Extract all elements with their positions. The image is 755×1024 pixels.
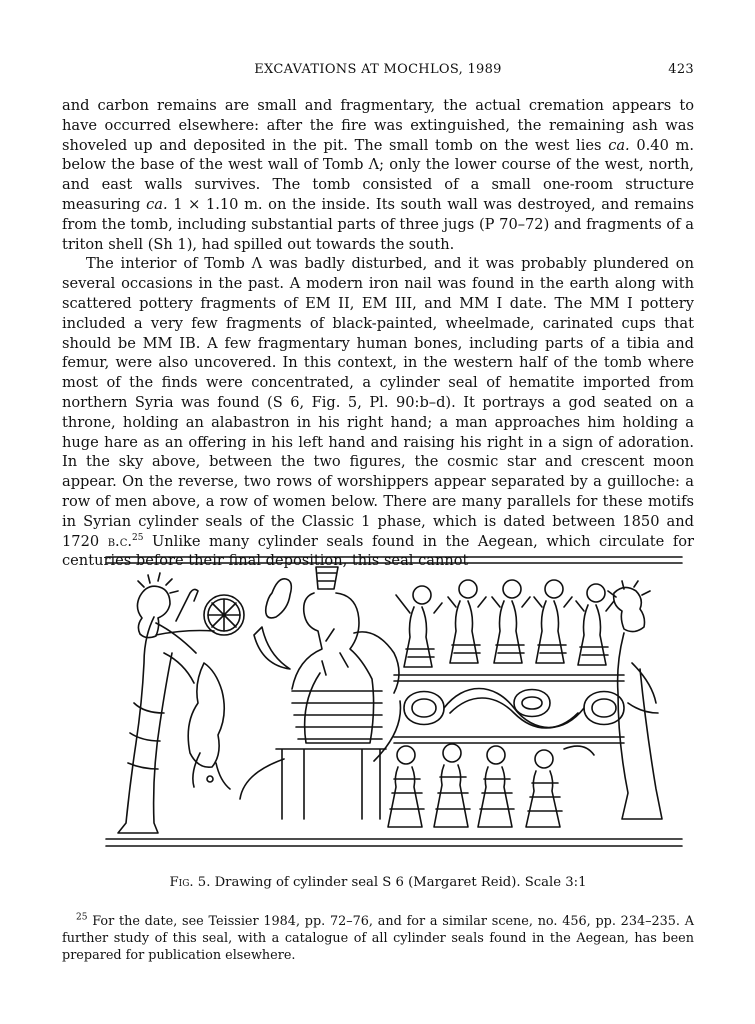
alabastron [266,579,292,618]
footnote [62,913,694,964]
footnote-25 [62,913,694,964]
footnote-number: 25 [76,912,88,923]
seated-god [240,567,400,819]
paragraph-2-part-1: The interior of Tomb Λ was badly disturbed, and it was probably plundered on several occasions in the past. A modern iron nail was found in the earth along with scattered pottery fragments of EM II, EM III, and MM I date. The MM I pottery included a very few fragments of black-painted, wheelmade, carinated cups that should be MM IB. A few fragmentary human bones, including parts of a tibia and femur, were also uncovered. In this context, in the western half of the tomb where most of the finds were concentrated, a cylinder seal of hematite imported from northern Syria was found (S 6, Fig. 5, Pl. 90:b–d). It portrays a god seated on a throne, holding an alabastron in his right hand; a man approaches him holding a huge hare as an offering in his left hand and raising his right in a sign of adoration. In the sky above, between the two figures, the cosmic star and crescent moon appear. On the reverse, two rows of worshippers appear separated by a guilloche: a row of men above, a row of women below. There are many parallels for these motifs in Syrian cylinder seals of the Classic 1 phase, which is dated between 1850 and 1720 [62,255,694,550]
page-number: 423 [668,62,694,77]
running-title: EXCAVATIONS AT MOCHLOS, 1989 [254,62,502,77]
abbr-circa: ca. [608,136,630,154]
running-head [62,62,694,82]
worshipper-right-figure [608,581,662,819]
paragraph-1-part-1: and carbon remains are small and fragmentary, the actual cremation appears to have occurred elsewhere: after the fire was extinguished, the remaining ash was shoveled up and deposited in the pit. The small tomb on the west lies [62,97,694,154]
figure-caption [62,875,694,890]
bird-motif [564,746,594,755]
paragraph-2-part-2: Unlike many cylinder seals found in the Aegean, which circulate for centuries before their final deposition, this seal cannot [62,532,695,570]
era-abbr: b.c. [107,532,132,550]
caption-text: 5. Drawing of cylinder seal S 6 (Margaret Reid). Scale 3:1 [193,875,587,890]
footnote-ref[interactable]: 25 [131,532,144,543]
paragraph-1 [62,96,694,254]
paragraph-1-part-3: 1 × 1.10 m. on the inside. Its south wall was destroyed, and remains from the tomb, including substantial parts of three jugs (P 70–72) and fragments of a triton shell (Sh 1), had spilled out towards the south. [62,195,694,253]
row-female-worshippers [388,744,594,827]
abbr-circa: ca. [146,195,168,213]
body-text [62,96,694,571]
paragraph-2 [62,254,694,571]
star-and-crescent [204,595,290,669]
row-male-worshippers [396,580,614,667]
footnote-text: For the date, see Teissier 1984, pp. 72–76, and for a similar scene, no. 456, pp. 234–235. A further study of this seal, with a catalogue of all cylinder seals found in the Aegean, has been prepared for publication elsewhere. [62,914,694,963]
guilloche-band [394,675,624,743]
hare-offering [188,663,230,789]
seal-drawing [104,553,684,855]
figure-cylinder-seal [104,553,684,855]
worshipper-left-figure [118,573,214,833]
caption-label: Fig. [169,875,194,890]
paragraph-1-part-2: 0.40 m. below the base of the west wall of Tomb Λ; only the lower course of the west, north, and east walls survives. The tomb consisted of a small one-room structure measuring [62,136,694,213]
